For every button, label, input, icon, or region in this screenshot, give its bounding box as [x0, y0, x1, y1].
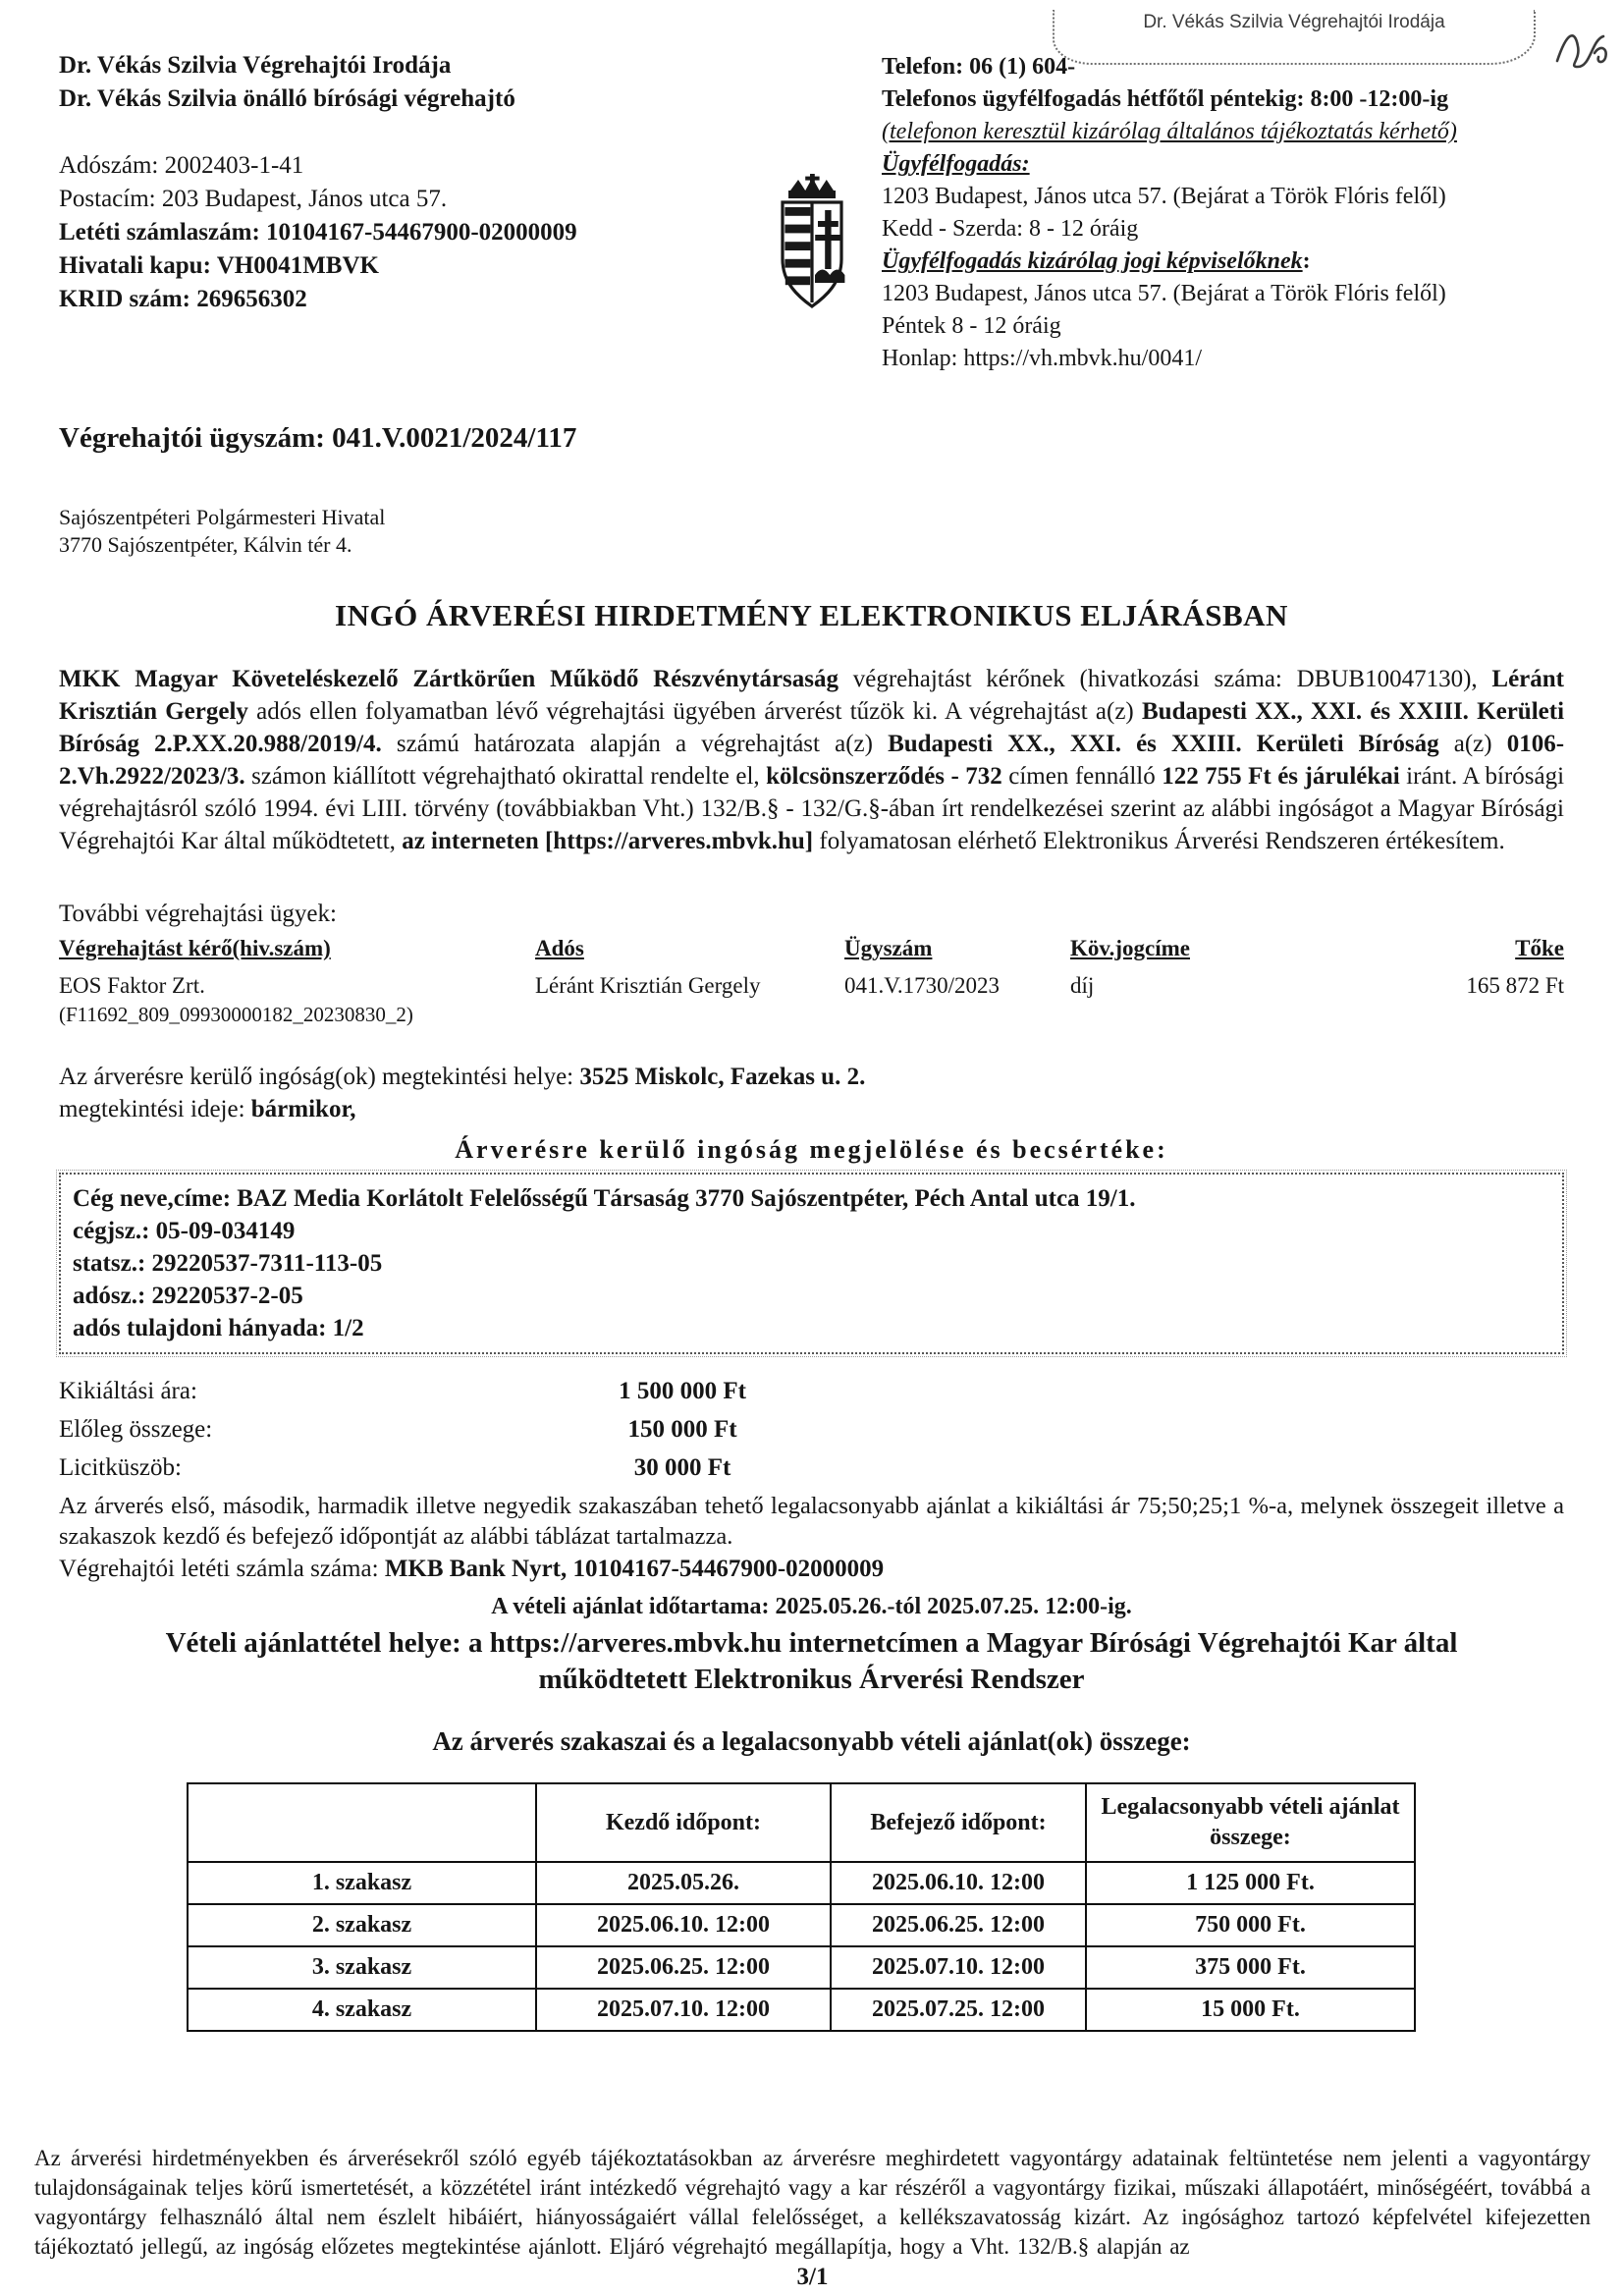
office-hours-label: Ügyfélfogadás:	[882, 151, 1030, 177]
col-header-claim: Köv.jogcíme	[1070, 936, 1190, 960]
intro-paragraph: MKK Magyar Követeléskezelő Zártkörűen Működő Részvénytársaság végrehajtást kérőnek (hivatkozási száma: DBUB10047130), Léránt Krisztián Gergely adós ellen folyamatban lévő végrehajtási ügyében árverést tűzök ki. A végrehajtást a(z) Budapesti XX., XXI. és XXIII. Kerületi Bíróság 2.P.XX.20.988/2019/4. számú határozata alapján a végrehajtást a(z) Budapesti XX., XXI. és XXIII. Kerületi Bíróság a(z) 0106-2.Vh.2922/2023/3. számon kiállított végrehajtható okirattal rendelte el, kölcsönszerződés - 732 címen fennálló 122 755 Ft és járulékai iránt. A bírósági végrehajtásról szóló 1994. évi LIII. törvény (továbbiakban Vht.) 132/B.§ - 132/G.§-ában írt rendelkezései szerint az alábbi ingóságot a Magyar Bírósági Végrehajtói Kar által működtetett, az interneten [https://arveres.mbvk.hu] folyamatosan elérhető Elektronikus Árverési Rendszeren értékesítem.	[59, 666, 1565, 854]
office-gov-gate: Hivatali kapu: VH0041MBVK	[59, 252, 379, 279]
office-stamp	[1053, 10, 1536, 65]
col-header-requester: Végrehajtást kérő(hiv.szám)	[59, 936, 331, 960]
contact-phone-note: (telefonon keresztül kizárólag általános tájékoztatás kérhető)	[882, 119, 1457, 144]
addressee-address: 3770 Sajószentpéter, Kálvin tér 4.	[59, 532, 352, 557]
stages-note-paragraph: Az árverés első, második, harmadik illetve negyedik szakaszában tehető legalacsonyabb ajánlat a kikiáltási ár 75;50;25;1 %-a, melynek összegeit illetve a szakaszok kezdő és befejező időpontját az alábbi táblázat tartalmazza.	[59, 1493, 1564, 1550]
col-header-debtor: Adós	[535, 936, 584, 960]
stages-header-row	[188, 1783, 1415, 1862]
cell-debtor: Léránt Krisztián Gergely	[535, 973, 761, 998]
bailiff-office-block	[59, 49, 577, 316]
document-body	[59, 422, 1564, 2032]
viewing-info	[59, 1061, 1564, 1125]
other-cases-heading: További végrehajtási ügyek:	[59, 901, 337, 927]
starting-price-row	[59, 1372, 1564, 1410]
other-cases-header-row	[59, 936, 1564, 961]
auction-stages-table	[187, 1782, 1416, 2032]
item-company-line: Cég neve,címe: BAZ Media Korlátolt Felelősségű Társaság 3770 Sajószentpéter, Péch Antal utca 19/1.	[73, 1185, 1136, 1212]
offer-period-line: A vételi ajánlat időtartama: 2025.05.26.-tól 2025.07.25. 12:00-ig.	[491, 1594, 1132, 1619]
case-number-line: Végrehajtói ügyszám: 041.V.0021/2024/117	[59, 422, 577, 454]
office-stamp-text: Dr. Vékás Szilvia Végrehajtói Irodája	[1143, 12, 1445, 32]
legal-hours-address: 1203 Budapest, János utca 57. (Bejárat a Török Flóris felől)	[882, 281, 1446, 306]
office-website: Honlap: https://vh.mbvk.hu/0041/	[882, 346, 1203, 371]
advance-label: Előleg összege:	[59, 1415, 213, 1443]
col-header-case-no: Ügyszám	[844, 936, 933, 960]
stages-table-heading: Az árverés szakaszai és a legalacsonyabb vételi ajánlat(ok) összege:	[432, 1726, 1191, 1756]
advance-row	[59, 1410, 1564, 1449]
page-number: 3/1	[796, 2264, 829, 2290]
starting-price-value: 1 500 000 Ft	[619, 1377, 746, 1404]
viewing-place-line: Az árverésre kerülő ingóság(ok) megtekintési helye: 3525 Miskolc, Fazekas u. 2.	[59, 1064, 866, 1090]
office-postal-address: Postacím: 203 Budapest, János utca 57.	[59, 186, 448, 212]
hungarian-coat-of-arms-icon	[767, 173, 857, 317]
document-footer	[34, 2144, 1591, 2291]
cell-requester: EOS Faktor Zrt. (F11692_809_09930000182_20230830_2)	[59, 973, 413, 1026]
item-tax-no: adósz.: 29220537-2-05	[73, 1283, 303, 1309]
starting-price-label: Kikiáltási ára:	[59, 1377, 197, 1404]
bid-threshold-value: 30 000 Ft	[633, 1453, 731, 1481]
bid-threshold-row	[59, 1449, 1564, 1487]
stages-header-empty	[188, 1783, 536, 1862]
auction-item-box	[59, 1173, 1564, 1354]
stage-row-2: 2. szakasz 2025.06.10. 12:00 2025.06.25. 12:00 750 000 Ft.	[188, 1904, 1415, 1946]
office-hours-days: Kedd - Szerda: 8 - 12 óráig	[882, 216, 1139, 242]
stage-row-4: 4. szakasz 2025.07.10. 12:00 2025.07.25. 12:00 15 000 Ft.	[188, 1989, 1415, 2031]
col-header-principal: Tőke	[1515, 936, 1564, 960]
office-tax-id: Adószám: 2002403-1-41	[59, 152, 304, 179]
cell-claim: díj	[1070, 973, 1095, 998]
document-title: INGÓ ÁRVERÉSI HIRDETMÉNY ELEKTRONIKUS ELJÁRÁSBAN	[335, 598, 1288, 632]
office-name-line1: Dr. Vékás Szilvia Végrehajtói Irodája	[59, 52, 452, 79]
legal-hours-days: Péntek 8 - 12 óráig	[882, 313, 1061, 339]
cell-principal: 165 872 Ft	[1466, 973, 1564, 998]
stages-header-min-offer: Legalacsonyabb vételi ajánlat összege:	[1086, 1783, 1415, 1862]
contact-info-block	[882, 51, 1581, 375]
advance-value: 150 000 Ft	[627, 1415, 737, 1443]
stage-row-1: 1. szakasz 2025.05.26. 2025.06.10. 12:00 1 125 000 Ft.	[188, 1862, 1415, 1904]
item-section-heading: Árverésre kerülő ingóság megjelölése és becsértéke:	[455, 1135, 1168, 1164]
office-deposit-account: Letéti számlaszám: 10104167-54467900-02000009	[59, 219, 577, 246]
item-registry-no: cégjsz.: 05-09-034149	[73, 1218, 296, 1244]
contact-phone: Telefon: 06 (1) 604-	[882, 54, 1076, 80]
deposit-account-line: Végrehajtói letéti számla száma: MKB Bank Nyrt, 10104167-54467900-02000009	[59, 1556, 885, 1582]
offer-place-line: Vételi ajánlattétel helye: a https://arveres.mbvk.hu internetcímen a Magyar Bírósági Végrehajtói Kar által működtetett Elektronikus Árverési Rendszer	[165, 1627, 1458, 1695]
item-stat-no: statsz.: 29220537-7311-113-05	[73, 1250, 383, 1277]
office-name-line2: Dr. Vékás Szilvia önálló bírósági végrehajtó	[59, 85, 515, 112]
stages-header-end: Befejező időpont:	[831, 1783, 1086, 1862]
disclaimer-paragraph: Az árverési hirdetményekben és árverésekről szóló egyéb tájékoztatásokban az árverésre meghirdetett vagyontárgy adatainak feltüntetése nem jelenti a vagyontárgy tulajdonságainak teljes körű ismertetését, a közzététel iránt intézkedő végrehajtó vagy a kar részéről a vagyontárgy fizikai, műszaki állapotáért, minőségéért, továbbá a vagyontárgy felhasználó által nem észlelt hibáiért, hiányosságaiért vállal felelősséget, a kellékszavatosság kizárt. Az ingósághoz tartozó képfelvétel kifejezetten tájékoztató jellegű, az ingóság előzetes megtekintése ajánlott. Eljáró végrehajtó megállapítja, hogy a Vht. 132/B.§ alapján az	[34, 2146, 1591, 2259]
stage-row-3: 3. szakasz 2025.06.25. 12:00 2025.07.10. 12:00 375 000 Ft.	[188, 1946, 1415, 1989]
other-cases-data-row	[59, 973, 1564, 1027]
stages-header-start: Kezdő időpont:	[536, 1783, 831, 1862]
viewing-time-line: megtekintési ideje: bármikor,	[59, 1096, 356, 1122]
office-hours-address: 1203 Budapest, János utca 57. (Bejárat a Török Flóris felől)	[882, 184, 1446, 209]
office-krid: KRID szám: 269656302	[59, 286, 307, 312]
contact-phone-hours: Telefonos ügyfélfogadás hétfőtől péntekig: 8:00 -12:00-ig	[882, 86, 1449, 112]
pricing-block	[59, 1372, 1564, 1487]
document-header	[0, 0, 1623, 422]
cell-case-no: 041.V.1730/2023	[844, 973, 1001, 998]
legal-hours-label: Ügyfélfogadás kizárólag jogi képviselőknek:	[882, 248, 1311, 274]
addressee-name: Sajószentpéteri Polgármesteri Hivatal	[59, 505, 386, 529]
signature-icon	[1547, 14, 1614, 89]
item-ownership-share: adós tulajdoni hányada: 1/2	[73, 1315, 364, 1341]
addressee-block	[59, 504, 1564, 559]
bid-threshold-label: Licitküszöb:	[59, 1453, 182, 1481]
